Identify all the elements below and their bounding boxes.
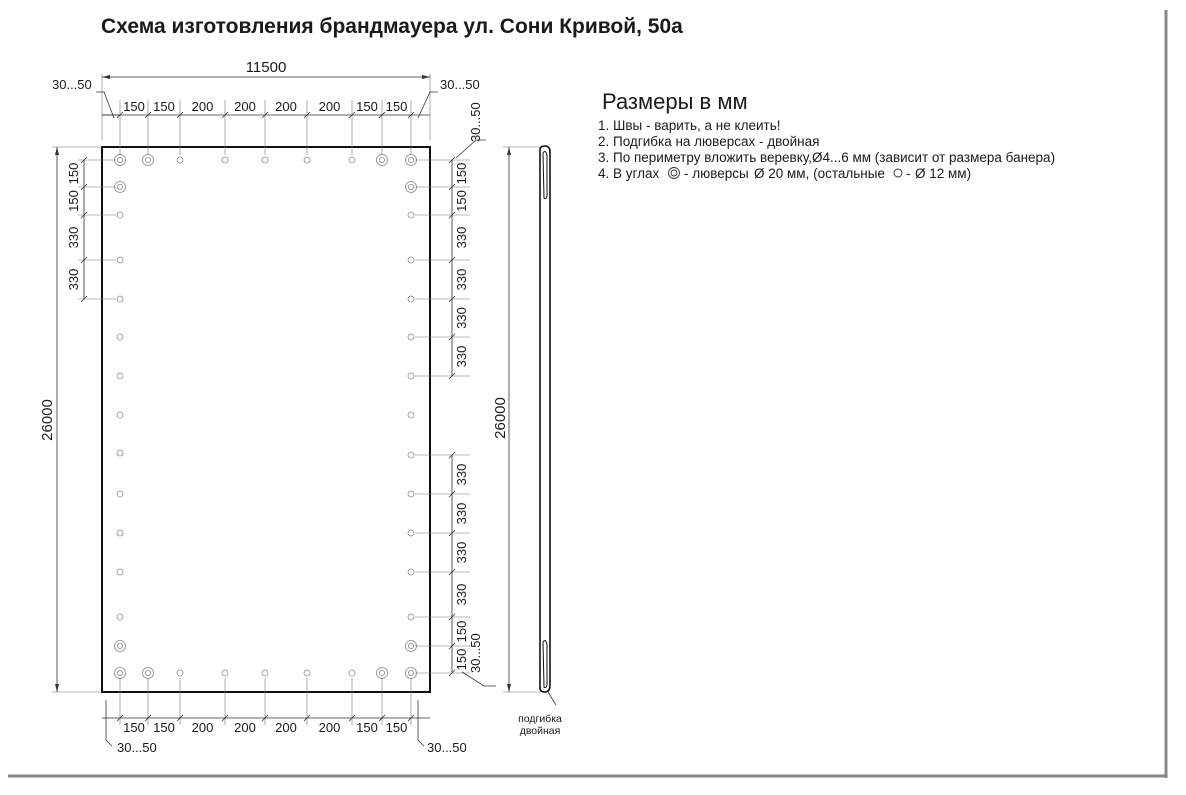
note-4-part-1: 4. В углах [598, 166, 660, 181]
grommet-right [408, 569, 414, 575]
grommet-right [408, 614, 414, 620]
right-lower-spacing-label-0: 330 [454, 463, 469, 486]
grommet-bottom [304, 670, 310, 676]
fold-label-line-2: двойная [519, 725, 561, 737]
grommet-right [408, 257, 414, 263]
grommet-right [408, 296, 414, 302]
top-spacing-label-3: 200 [234, 99, 256, 114]
grommet-bottom [222, 670, 228, 676]
left-spacing-label-3: 330 [66, 268, 81, 291]
grommet-right [408, 491, 414, 497]
bottom-spacing-label-3: 200 [234, 720, 256, 735]
grommet-right [408, 212, 414, 218]
overall-height-label: 26000 [39, 399, 56, 441]
grommet-left [117, 373, 123, 379]
grommet-set [115, 155, 417, 679]
margin-label-top-left: 30...50 [52, 77, 92, 92]
right-upper-spacing-label-4: 330 [454, 307, 469, 329]
note-3: 3. По периметру вложить веревку,Ø4...6 мм (зависит от размера банера) [598, 150, 1056, 165]
top-spacing-label-4: 200 [275, 99, 297, 114]
grommet-top [222, 157, 228, 163]
note-4 [598, 166, 971, 181]
right-upper-spacing-label-3: 330 [454, 268, 469, 291]
grommet-left [117, 530, 123, 536]
grommet-top [177, 157, 183, 163]
grommet-bottom [406, 668, 417, 679]
banner-outline [102, 147, 430, 692]
right-lower-spacing-label-2: 330 [454, 541, 469, 564]
grommet-left [117, 569, 123, 575]
grommet-left [117, 334, 123, 340]
margin-label-bottom-right: 30...50 [427, 740, 467, 755]
left-spacing-label-0: 150 [66, 162, 81, 185]
right-upper-spacing-label-0: 150 [454, 162, 469, 185]
note-4-part-5: Ø 12 мм) [915, 166, 972, 181]
bottom-spacing-label-6: 150 [356, 720, 378, 735]
grommet-top [143, 155, 154, 166]
grommet-right [406, 641, 417, 652]
grommet-top [349, 157, 355, 163]
left-spacing-label-2: 330 [66, 226, 81, 249]
side-profile [492, 146, 562, 737]
bottom-spacing-chain [102, 678, 430, 735]
drawing-title: Схема изготовления брандмауера ул. Сони Кривой, 50а [101, 15, 683, 38]
right-lower-spacing-label-5: 150 [454, 648, 469, 671]
grommet-left [115, 641, 126, 652]
margin-label-bottom-left: 30...50 [117, 740, 157, 755]
bottom-spacing-label-0: 150 [123, 720, 145, 735]
top-spacing-label-2: 200 [191, 99, 214, 114]
right-upper-spacing-label-1: 150 [454, 190, 469, 212]
note-4-part-2: - люверсы [684, 166, 749, 181]
grommet-bottom [143, 668, 154, 679]
grommet-left [117, 212, 123, 218]
right-upper-spacing-label-5: 330 [454, 345, 469, 368]
top-spacing-label-5: 200 [318, 99, 341, 114]
grommet-right [408, 334, 414, 340]
grommet-right [408, 373, 414, 379]
grommet-top [304, 157, 310, 163]
bottom-spacing-label-7: 150 [385, 720, 408, 735]
grommet-left [117, 614, 123, 620]
grommet-top [262, 157, 268, 163]
grommet-top [406, 155, 417, 166]
bottom-spacing-label-1: 150 [153, 720, 175, 735]
grommet-left [117, 450, 123, 456]
note-4-part-3: Ø 20 мм, (остальные [754, 166, 885, 181]
bottom-spacing-label-2: 200 [191, 720, 214, 735]
right-lower-spacing-label-3: 330 [454, 583, 469, 606]
grommet-right [408, 412, 414, 418]
overall-width-label: 11500 [245, 59, 287, 76]
margin-label-right-top: 30...50 [468, 102, 483, 142]
note-4-part-4: - [906, 166, 911, 181]
top-spacing-label-1: 150 [153, 99, 175, 114]
top-spacing-label-6: 150 [356, 99, 378, 114]
grommet-right [406, 182, 417, 193]
grommet-top [115, 155, 126, 166]
grommet-bottom [377, 668, 388, 679]
right-spacing-chain-upper [415, 157, 470, 379]
grommet-left [115, 182, 126, 193]
bottom-spacing-label-5: 200 [318, 720, 341, 735]
note-2: 2. Подгибка на люверсах - двойная [598, 134, 820, 149]
corner-grommet-icon [669, 168, 680, 179]
grommet-right [408, 452, 414, 458]
grommet-left [117, 296, 123, 302]
right-lower-spacing-label-4: 150 [454, 620, 469, 643]
grommet-left [117, 491, 123, 497]
units-heading: Размеры в мм [602, 89, 748, 114]
fold-label-line-1: подгибка [518, 713, 562, 725]
margin-label-right-bottom: 30...50 [468, 633, 483, 673]
grommet-bottom [115, 668, 126, 679]
bottom-spacing-label-4: 200 [275, 720, 297, 735]
top-spacing-label-7: 150 [385, 99, 408, 114]
overall-width-dimension [102, 59, 430, 140]
grommet-right [408, 530, 414, 536]
grommet-top [377, 155, 388, 166]
side-height-label: 26000 [492, 397, 509, 439]
right-lower-spacing-label-1: 330 [454, 502, 469, 525]
regular-grommet-icon [894, 169, 902, 177]
note-1: 1. Швы - варить, а не клеить! [598, 118, 781, 133]
grommet-bottom [177, 670, 183, 676]
grommet-bottom [262, 670, 268, 676]
left-spacing-label-1: 150 [66, 190, 81, 212]
left-spacing-chain [66, 157, 116, 302]
grommet-bottom [349, 670, 355, 676]
grommet-left [117, 412, 123, 418]
margin-label-top-right: 30...50 [440, 77, 480, 92]
right-upper-spacing-label-2: 330 [454, 226, 469, 249]
top-spacing-label-0: 150 [123, 99, 145, 114]
grommet-left [117, 257, 123, 263]
right-spacing-chain-lower [415, 452, 470, 676]
